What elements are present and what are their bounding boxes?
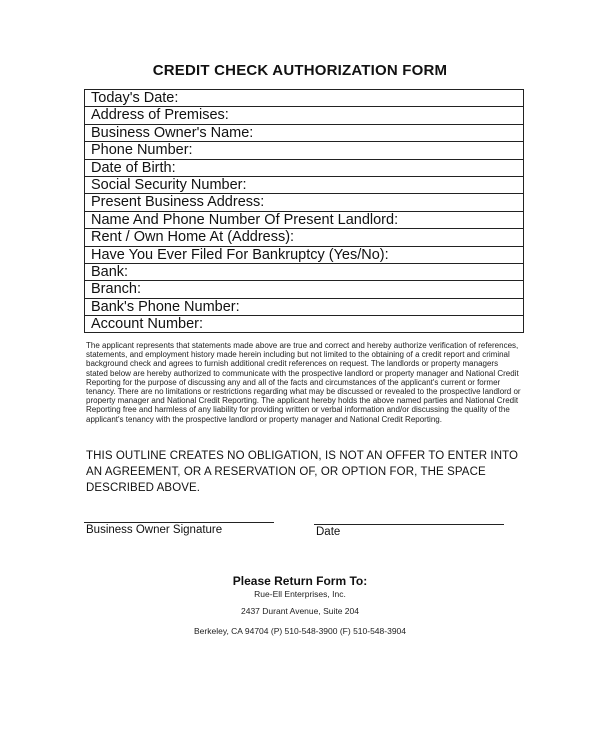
- return-heading: Please Return Form To:: [232, 574, 368, 588]
- return-city-phone: Berkeley, CA 94704 (P) 510-548-3900 (F) 510-548-3904: [194, 626, 406, 636]
- signature-line[interactable]: [84, 522, 274, 523]
- field-branch[interactable]: Branch:: [85, 281, 523, 298]
- field-account-number[interactable]: Account Number:: [91, 316, 204, 333]
- field-present-landlord[interactable]: Name And Phone Number Of Present Landlord:: [85, 212, 523, 229]
- field-rent-own-home[interactable]: Rent / Own Home At (Address):: [85, 229, 523, 246]
- field-bankruptcy[interactable]: Have You Ever Filed For Bankruptcy (Yes/No):: [85, 247, 523, 264]
- field-bank[interactable]: Bank:: [85, 264, 523, 281]
- return-company: Rue-Ell Enterprises, Inc.: [254, 589, 346, 599]
- field-present-business-address[interactable]: Present Business Address:: [85, 194, 523, 211]
- date-line[interactable]: [314, 524, 504, 525]
- field-phone-number[interactable]: Phone Number:: [85, 142, 523, 159]
- field-bank-phone-number[interactable]: Bank's Phone Number:: [85, 299, 523, 316]
- field-business-owner-name[interactable]: Business Owner's Name:: [85, 125, 523, 142]
- field-todays-date[interactable]: Today's Date:: [85, 90, 523, 107]
- date-label: Date: [316, 526, 341, 538]
- return-address: 2437 Durant Avenue, Suite 204: [241, 606, 359, 616]
- field-address-of-premises[interactable]: Address of Premises:: [85, 107, 523, 124]
- obligation-notice: THIS OUTLINE CREATES NO OBLIGATION, IS NOT AN OFFER TO ENTER INTO AN AGREEMENT, OR A RESERVATION OF, OR OPTION FOR, THE SPACE DESCRIBED ABOVE.: [86, 450, 519, 494]
- field-table: [84, 89, 524, 333]
- authorization-paragraph: The applicant represents that statements made above are true and correct and hereby authorize verification of references, statements, and employment history made herein including but not limited to the obtaining of a credit report and criminal background check and agrees to furnish additional credit references on request. The landlords or property managers stated below are hereby authorized to communicate with the prospective landlord or property manager and National Credit Reporting for the purpose of discussing any and all of the facts and circumstances of the applicant's current or former tenancy. There are no limitations or restrictions regarding what may be discussed or revealed to the prospective landlord or property manager and National Credit Reporting. The applicant hereby holds the above named parties and National Credit Reporting free and harmless of any liability for providing written or verbal information and/or discussing the quality of the applicant's tenancy with the prospective landlord or property manager and National Credit Reporting.: [86, 341, 521, 424]
- field-date-of-birth[interactable]: Date of Birth:: [85, 160, 523, 177]
- form-title: CREDIT CHECK AUTHORIZATION FORM: [152, 62, 448, 79]
- field-social-security-number[interactable]: Social Security Number:: [85, 177, 523, 194]
- signature-label: Business Owner Signature: [86, 524, 223, 536]
